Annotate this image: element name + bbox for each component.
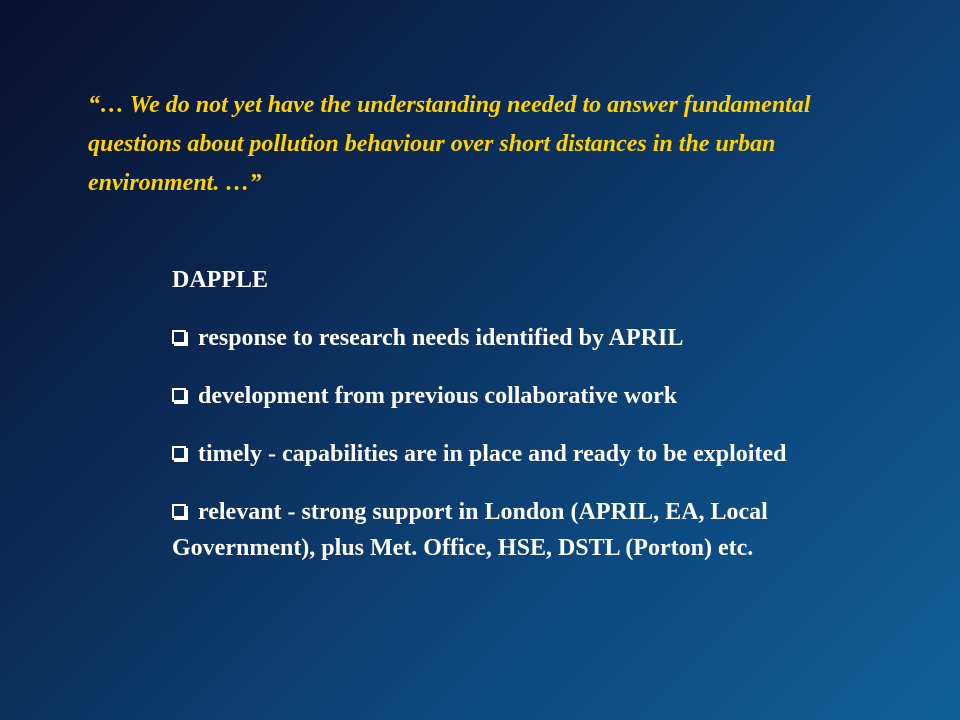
checkbox-square-icon (172, 330, 186, 344)
bullet-text: timely - capabilities are in place and ready to be exploited (198, 441, 787, 467)
quote-text: “… We do not yet have the understanding needed to answer fundamental questions about pollution behaviour over short distances in the urban environment. …” (88, 92, 811, 196)
section-heading: DAPPLE (172, 267, 268, 293)
bullet-text: response to research needs identified by APRIL (198, 325, 684, 351)
checkbox-square-icon (172, 388, 186, 402)
checkbox-square-icon (172, 504, 186, 518)
content-block (172, 262, 902, 588)
bullet-item (172, 494, 902, 566)
bullet-item (172, 436, 902, 472)
checkbox-square-icon (172, 446, 186, 460)
bullet-list (172, 320, 902, 566)
bullet-text: development from previous collaborative work (198, 383, 678, 409)
bullet-item (172, 378, 902, 414)
bullet-item (172, 320, 902, 356)
bullet-text: relevant - strong support in London (APRIL, EA, Local Government), plus Met. Office, HSE, DSTL (Porton) etc. (172, 499, 768, 561)
